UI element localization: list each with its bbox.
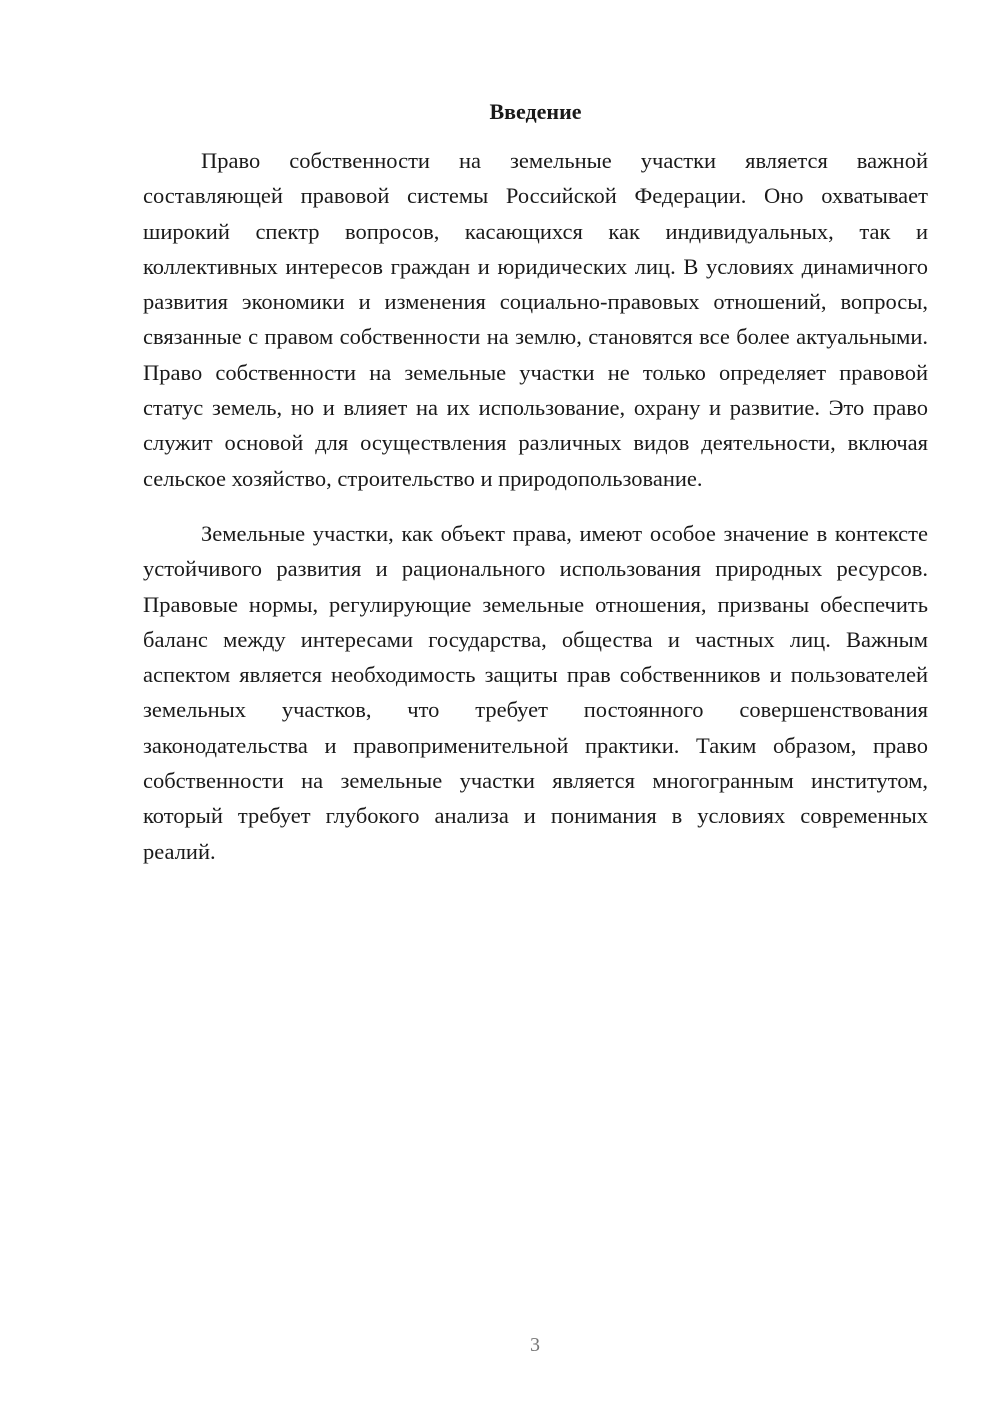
- page-number: 3: [530, 1334, 540, 1356]
- paragraph-1: Право собственности на земельные участки является важной составляющей правовой системы Российской Федерации. Оно охватывает широкий спектр вопросов, касающихся как индивидуальных, так и коллективных интересов граждан и юридических лиц. В условиях динамичного развития экономики и изменения социально-правовых отношений, вопросы, связанные с правом собственности на землю, становятся все более актуальными. Право собственности на земельные участки не только определяет правовой статус земель, но и влияет на их использование, охрану и развитие. Это право служит основой для осуществления различных видов деятельности, включая сельское хозяйство, строительство и природопользование.: [143, 148, 928, 491]
- body-text: [143, 143, 928, 869]
- page-title: Введение: [489, 99, 582, 124]
- paragraph-2: Земельные участки, как объект права, имеют особое значение в контексте устойчивого развития и рационального использования природных ресурсов. Правовые нормы, регулирующие земельные отношения, призваны обеспечить баланс между интересами государства, общества и частных лиц. Важным аспектом является необходимость защиты прав собственников и пользователей земельных участков, что требует постоянного совершенствования законодательства и правоприменительной практики. Таким образом, право собственности на земельные участки является многогранным институтом, который требует глубокого анализа и понимания в условиях современных реалий.: [143, 520, 928, 864]
